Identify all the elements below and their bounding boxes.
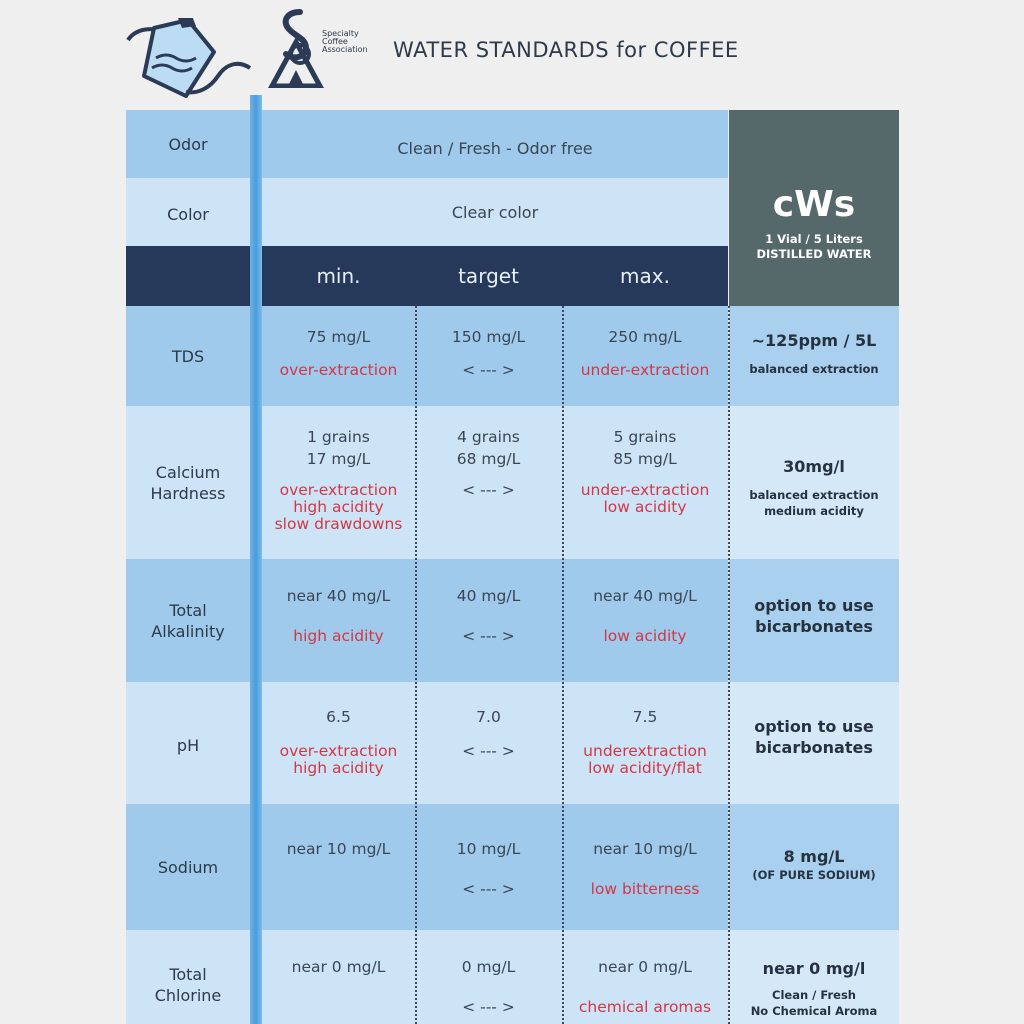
calcium-target-grains: 4 grains (457, 428, 520, 446)
cws-sodium (729, 846, 899, 883)
calcium-min-effect: high acidity (293, 498, 384, 516)
alkalinity-min-value: near 40 mg/L (286, 587, 391, 605)
label-line: Total (169, 965, 207, 984)
ph-min-effect: high acidity (293, 759, 384, 777)
cws-tds-main: ~125ppm / 5L (751, 331, 877, 350)
calcium-max-effect: low acidity (603, 498, 687, 516)
chlorine-max (562, 958, 728, 1016)
sodium-min (262, 840, 415, 858)
cws-calcium-main: 30mg/l (783, 457, 845, 476)
range-arrow: < --- > (462, 998, 515, 1016)
calcium-min-effect: slow drawdowns (274, 515, 403, 533)
cws-sodium-sub: (OF PURE SODIUM) (752, 868, 876, 882)
range-arrow: < --- > (462, 880, 515, 898)
sca-org-name (322, 30, 368, 54)
cws-vial: 1 Vial / 5 Liters (765, 232, 863, 246)
row-label-ph: pH (176, 735, 200, 755)
alkalinity-max (562, 587, 728, 645)
org-line: Association (322, 45, 368, 54)
column-header-target: target (458, 264, 519, 288)
range-arrow: < --- > (462, 481, 515, 499)
row-label-sodium: Sodium (157, 857, 219, 877)
calcium-max-effect: under-extraction (580, 481, 710, 499)
row-label-color: Color (167, 204, 209, 224)
range-arrow: < --- > (462, 627, 515, 645)
tds-min-value: 75 mg/L (306, 328, 371, 346)
chlorine-target (415, 958, 562, 1016)
calcium-min-effect: over-extraction (279, 481, 398, 499)
ph-min-effect: over-extraction (279, 742, 398, 760)
label-line: Alkalinity (151, 621, 225, 641)
cws-logo-block (729, 180, 899, 262)
calcium-min (262, 426, 415, 533)
org-line: Coffee (322, 37, 348, 46)
column-header-max: max. (620, 264, 670, 288)
sodium-min-value: near 10 mg/L (286, 840, 391, 858)
column-divider (562, 306, 564, 1024)
sca-logo (266, 8, 326, 88)
cws-chlorine-sub: No Chemical Aroma (750, 1004, 878, 1018)
cws-tds (729, 330, 899, 377)
cws-tds-sub: balanced extraction (749, 362, 879, 376)
tds-min-effect: over-extraction (279, 361, 398, 379)
label-line: Chlorine (154, 986, 222, 1005)
kettle-icon (126, 18, 256, 108)
cws-alkalinity (729, 595, 899, 637)
row-label-tds: TDS (171, 346, 205, 366)
sodium-max-effect: low bitterness (590, 880, 700, 898)
tds-min (262, 328, 415, 379)
calcium-max (562, 426, 728, 516)
cws-calcium-sub: medium acidity (764, 504, 864, 518)
sodium-target (415, 840, 562, 898)
alkalinity-min-effect: high acidity (293, 627, 384, 645)
org-line: Specialty (322, 29, 359, 38)
cws-calcium-sub: balanced extraction (749, 488, 879, 502)
column-header-min: min. (316, 264, 361, 288)
row-label-odor: Odor (168, 134, 208, 154)
cws-alkalinity-line: bicarbonates (755, 617, 873, 636)
range-arrow: < --- > (462, 361, 515, 379)
cws-chlorine-sub: Clean / Fresh (772, 988, 856, 1002)
row-label-calcium (126, 406, 250, 559)
alkalinity-min (262, 587, 415, 645)
column-divider (728, 306, 730, 1024)
calcium-max-grains: 5 grains (613, 428, 677, 446)
page-header (0, 0, 1024, 110)
row-label-chlorine (126, 950, 250, 1024)
color-value: Clear color (451, 202, 539, 222)
chlorine-min-value: near 0 mg/L (291, 958, 386, 976)
calcium-max-mg: 85 mg/L (613, 450, 677, 468)
ph-min (262, 708, 415, 777)
cws-logo-text: cWs (772, 184, 856, 224)
ph-max-value: 7.5 (632, 708, 658, 726)
tds-max (562, 328, 728, 379)
page-title: WATER STANDARDS for COFFEE (393, 38, 739, 62)
cws-sodium-main: 8 mg/L (783, 847, 845, 866)
cws-chlorine (729, 958, 899, 1019)
ph-max (562, 708, 728, 777)
cws-alkalinity-line: option to use (754, 596, 874, 615)
sodium-max-value: near 10 mg/L (593, 840, 697, 858)
odor-value: Clean / Fresh - Odor free (397, 138, 593, 158)
alkalinity-target (415, 587, 562, 645)
calcium-target-mg: 68 mg/L (456, 450, 521, 468)
cws-ph (729, 716, 899, 758)
cws-ph-line: option to use (754, 717, 874, 736)
cws-ph-line: bicarbonates (755, 738, 873, 757)
ph-target-value: 7.0 (476, 708, 501, 726)
tds-target (415, 328, 562, 379)
water-stream (250, 95, 262, 1024)
ph-target (415, 708, 562, 760)
calcium-min-grains: 1 grains (307, 428, 370, 446)
calcium-target (415, 426, 562, 499)
ph-max-effect: low acidity/flat (588, 759, 702, 777)
cws-logo (764, 180, 864, 224)
label-line: Calcium (155, 462, 221, 482)
cws-calcium (729, 456, 899, 519)
column-divider (415, 306, 417, 1024)
tds-target-value: 150 mg/L (451, 328, 526, 346)
chlorine-min (262, 958, 415, 976)
calcium-min-mg: 17 mg/L (306, 450, 371, 468)
cws-chlorine-main: near 0 mg/l (762, 959, 866, 978)
ph-min-value: 6.5 (326, 708, 351, 726)
alkalinity-target-value: 40 mg/L (456, 587, 521, 605)
chlorine-max-value: near 0 mg/L (598, 958, 692, 976)
chlorine-target-value: 0 mg/L (461, 958, 516, 976)
range-arrow: < --- > (462, 742, 515, 760)
sodium-target-value: 10 mg/L (456, 840, 521, 858)
ph-max-effect: underextraction (583, 742, 707, 760)
label-line: Total (169, 600, 207, 620)
alkalinity-max-effect: low acidity (603, 627, 687, 645)
alkalinity-max-value: near 40 mg/L (593, 587, 697, 605)
chlorine-max-effect: chemical aromas (578, 998, 712, 1016)
tds-max-value: 250 mg/L (608, 328, 682, 346)
cws-distilled-water: DISTILLED WATER (756, 247, 872, 261)
sodium-max (562, 840, 728, 898)
tds-max-effect: under-extraction (580, 361, 710, 379)
label-line: Hardness (150, 483, 226, 503)
row-label-alkalinity (126, 559, 250, 682)
